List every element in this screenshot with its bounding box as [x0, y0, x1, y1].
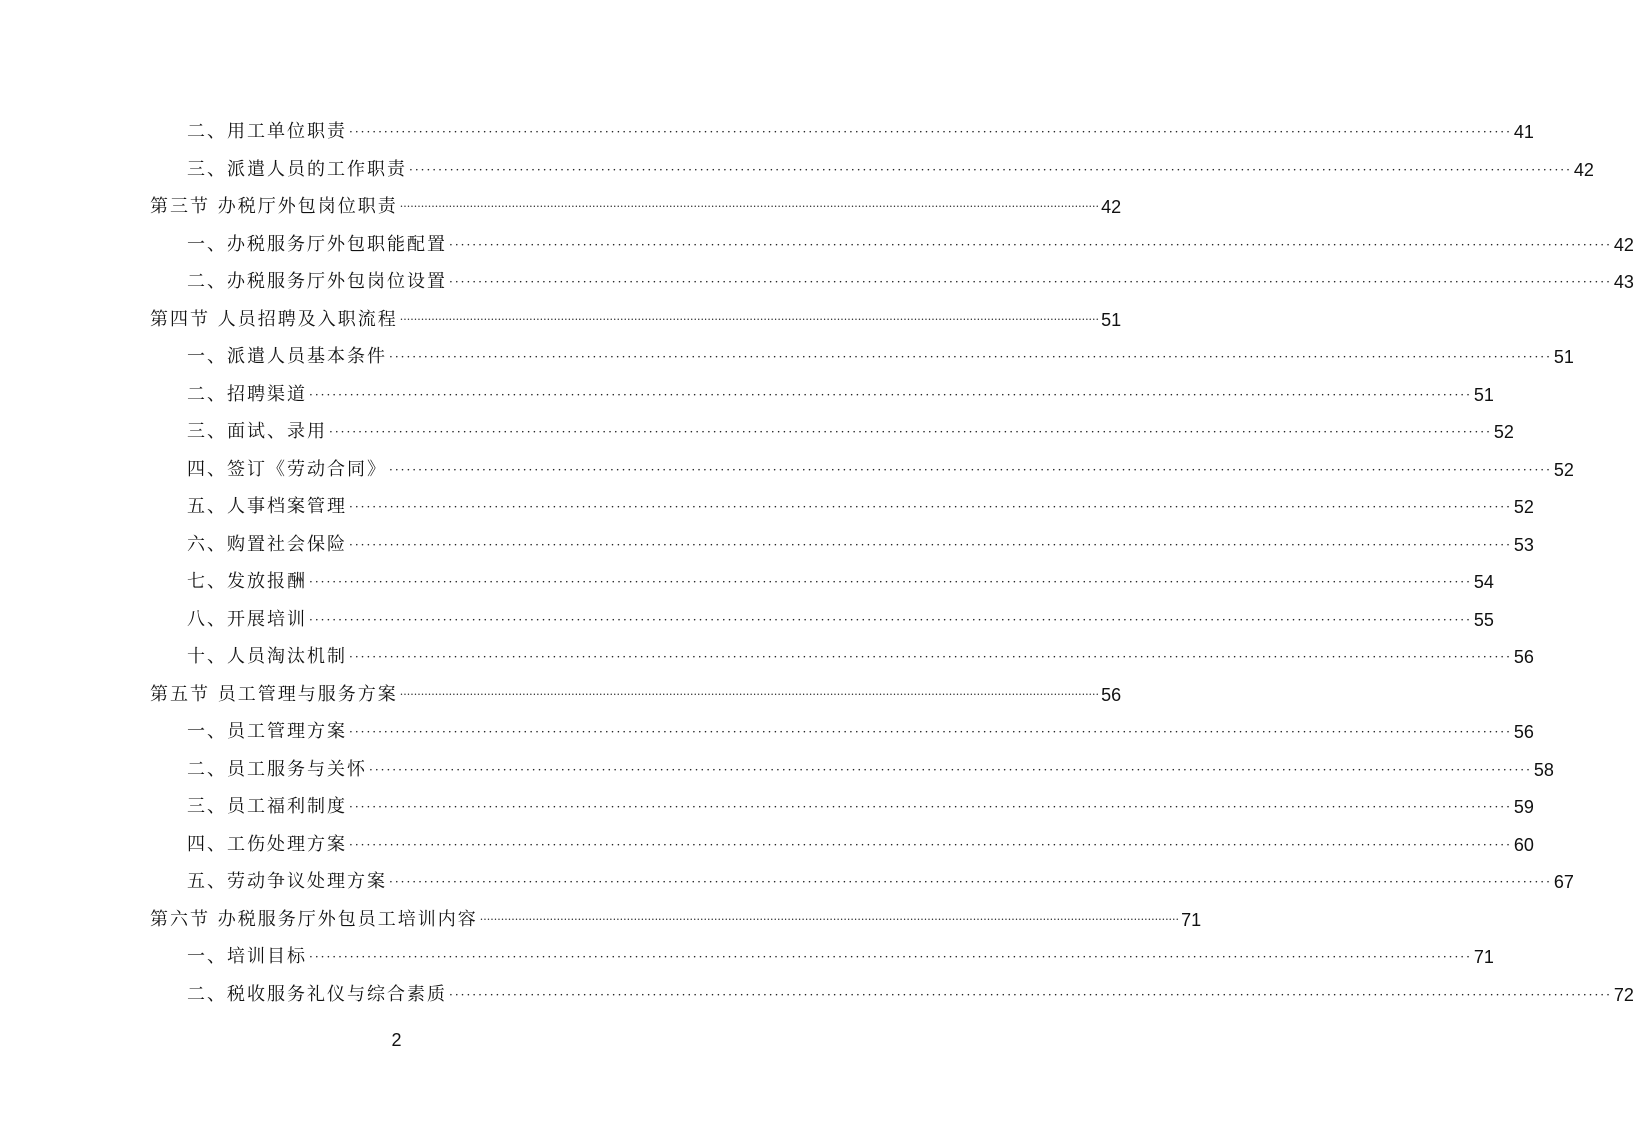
dot-leader: ········································································································································································································	[389, 462, 1552, 477]
toc-entry[interactable]	[187, 339, 1574, 369]
dot-leader: ········································································································································································································	[399, 687, 1100, 701]
toc-entry[interactable]	[187, 564, 1494, 594]
dot-leader: ········································································································································································································	[409, 162, 1572, 177]
toc-entry-page: 58	[1533, 759, 1554, 780]
dot-leader: ········································································································································································································	[349, 500, 1512, 514]
toc-entry-label: 二、员工服务与关怀	[187, 758, 367, 780]
toc-entry[interactable]	[187, 977, 1634, 1007]
toc-entry[interactable]	[187, 114, 1534, 144]
toc-entry[interactable]	[187, 452, 1574, 482]
toc-entry-page: 41	[1513, 122, 1534, 142]
dot-leader: ········································································································································································································	[349, 837, 1512, 852]
dot-leader: ········································································································································································································	[309, 950, 1472, 964]
toc-section-entry[interactable]	[150, 677, 1122, 707]
dot-leader: ········································································································································································································	[479, 912, 1180, 926]
toc-entry-label: 七、发放报酬	[187, 571, 307, 592]
toc-entry-label: 二、用工单位职责	[187, 121, 347, 142]
toc-entry-page: 52	[1493, 422, 1514, 442]
toc-entry[interactable]	[187, 939, 1494, 969]
toc-entry-label: 八、开展培训	[187, 608, 307, 630]
toc-entry-page: 53	[1513, 534, 1534, 555]
toc-entry-page: 56	[1513, 647, 1534, 667]
toc-entry[interactable]	[187, 264, 1634, 294]
toc-entry[interactable]	[187, 602, 1494, 632]
toc-entry-page: 42	[1613, 234, 1634, 255]
toc-entry-label: 三、面试、录用	[187, 421, 327, 442]
toc-entry-page: 42	[1573, 159, 1594, 180]
dot-leader: ········································································································································································································	[349, 650, 1512, 664]
toc-entry[interactable]	[187, 527, 1534, 557]
toc-section-entry[interactable]	[150, 902, 1202, 932]
dot-leader: ········································································································································································································	[349, 800, 1512, 814]
toc-entry-page: 56	[1513, 722, 1534, 742]
toc-entry[interactable]	[187, 827, 1534, 857]
toc-entry-label: 三、员工福利制度	[187, 796, 347, 817]
toc-entry[interactable]	[187, 864, 1574, 894]
toc-entry-page: 56	[1101, 684, 1122, 705]
toc-entry-label: 第六节 办税服务厅外包员工培训内容	[150, 908, 478, 930]
toc-entry-page: 55	[1473, 609, 1494, 630]
toc-section-entry[interactable]	[150, 189, 1122, 219]
toc-entry-page: 59	[1513, 797, 1534, 817]
toc-entry-label: 二、招聘渠道	[187, 383, 307, 405]
toc-entry-page: 51	[1101, 309, 1122, 330]
dot-leader: ········································································································································································································	[449, 987, 1612, 1002]
dot-leader: ········································································································································································································	[389, 350, 1552, 364]
dot-leader: ········································································································································································································	[329, 425, 1492, 439]
toc-entry-label: 一、培训目标	[187, 946, 307, 967]
toc-entry-page: 71	[1181, 909, 1202, 930]
toc-entry-label: 四、工伤处理方案	[187, 833, 347, 855]
toc-entry-page: 52	[1553, 459, 1574, 480]
toc-entry[interactable]	[187, 489, 1534, 519]
toc-entry[interactable]	[187, 714, 1534, 744]
dot-leader: ········································································································································································································	[399, 200, 1100, 213]
toc-entry-label: 第四节 人员招聘及入职流程	[150, 308, 398, 330]
toc-entry[interactable]	[187, 639, 1534, 669]
toc-section-entry[interactable]	[150, 302, 1122, 332]
dot-leader: ········································································································································································································	[349, 125, 1512, 139]
toc-entry-label: 第五节 员工管理与服务方案	[150, 683, 398, 705]
dot-leader: ········································································································································································································	[369, 762, 1532, 777]
toc-entry[interactable]	[187, 227, 1634, 257]
dot-leader: ········································································································································································································	[389, 875, 1552, 889]
toc-entry-label: 五、人事档案管理	[187, 496, 347, 517]
dot-leader: ········································································································································································································	[449, 237, 1612, 252]
toc-entry-label: 第三节 办税厅外包岗位职责	[150, 196, 398, 217]
toc-entry-page: 52	[1513, 497, 1534, 517]
toc-entry-page: 51	[1473, 384, 1494, 405]
toc-entry-page: 60	[1513, 834, 1534, 855]
toc-entry[interactable]	[187, 414, 1514, 444]
toc-entry-page: 67	[1553, 872, 1574, 892]
dot-leader: ········································································································································································································	[349, 725, 1512, 739]
dot-leader: ········································································································································································································	[309, 612, 1472, 627]
toc-entry-label: 六、购置社会保险	[187, 533, 347, 555]
dot-leader: ········································································································································································································	[309, 575, 1472, 589]
dot-leader: ········································································································································································································	[309, 387, 1472, 402]
toc-entry-label: 四、签订《劳动合同》	[187, 458, 387, 480]
toc-entry-label: 十、人员淘汰机制	[187, 646, 347, 667]
toc-entry-label: 二、办税服务厅外包岗位设置	[187, 271, 447, 292]
toc-entry-label: 一、员工管理方案	[187, 721, 347, 742]
toc-entry-label: 三、派遣人员的工作职责	[187, 158, 407, 180]
toc-entry-label: 二、税收服务礼仪与综合素质	[187, 983, 447, 1005]
toc-entry[interactable]	[187, 152, 1594, 182]
toc-entry-label: 五、劳动争议处理方案	[187, 871, 387, 892]
toc-entry[interactable]	[187, 789, 1534, 819]
toc-entry-page: 43	[1613, 272, 1634, 292]
dot-leader: ········································································································································································································	[349, 537, 1512, 552]
page-number: 2	[391, 1030, 402, 1050]
toc-entry[interactable]	[187, 377, 1494, 407]
toc-entry-page: 42	[1101, 197, 1122, 217]
toc-entry[interactable]	[187, 752, 1554, 782]
toc-entry-label: 一、派遣人员基本条件	[187, 346, 387, 367]
toc-entry-page: 51	[1553, 347, 1574, 367]
dot-leader: ········································································································································································································	[449, 275, 1612, 289]
toc-entry-page: 71	[1473, 947, 1494, 967]
toc-entry-page: 72	[1613, 984, 1634, 1005]
toc-entry-page: 54	[1473, 572, 1494, 592]
dot-leader: ········································································································································································································	[399, 312, 1100, 326]
toc-entry-label: 一、办税服务厅外包职能配置	[187, 233, 447, 255]
